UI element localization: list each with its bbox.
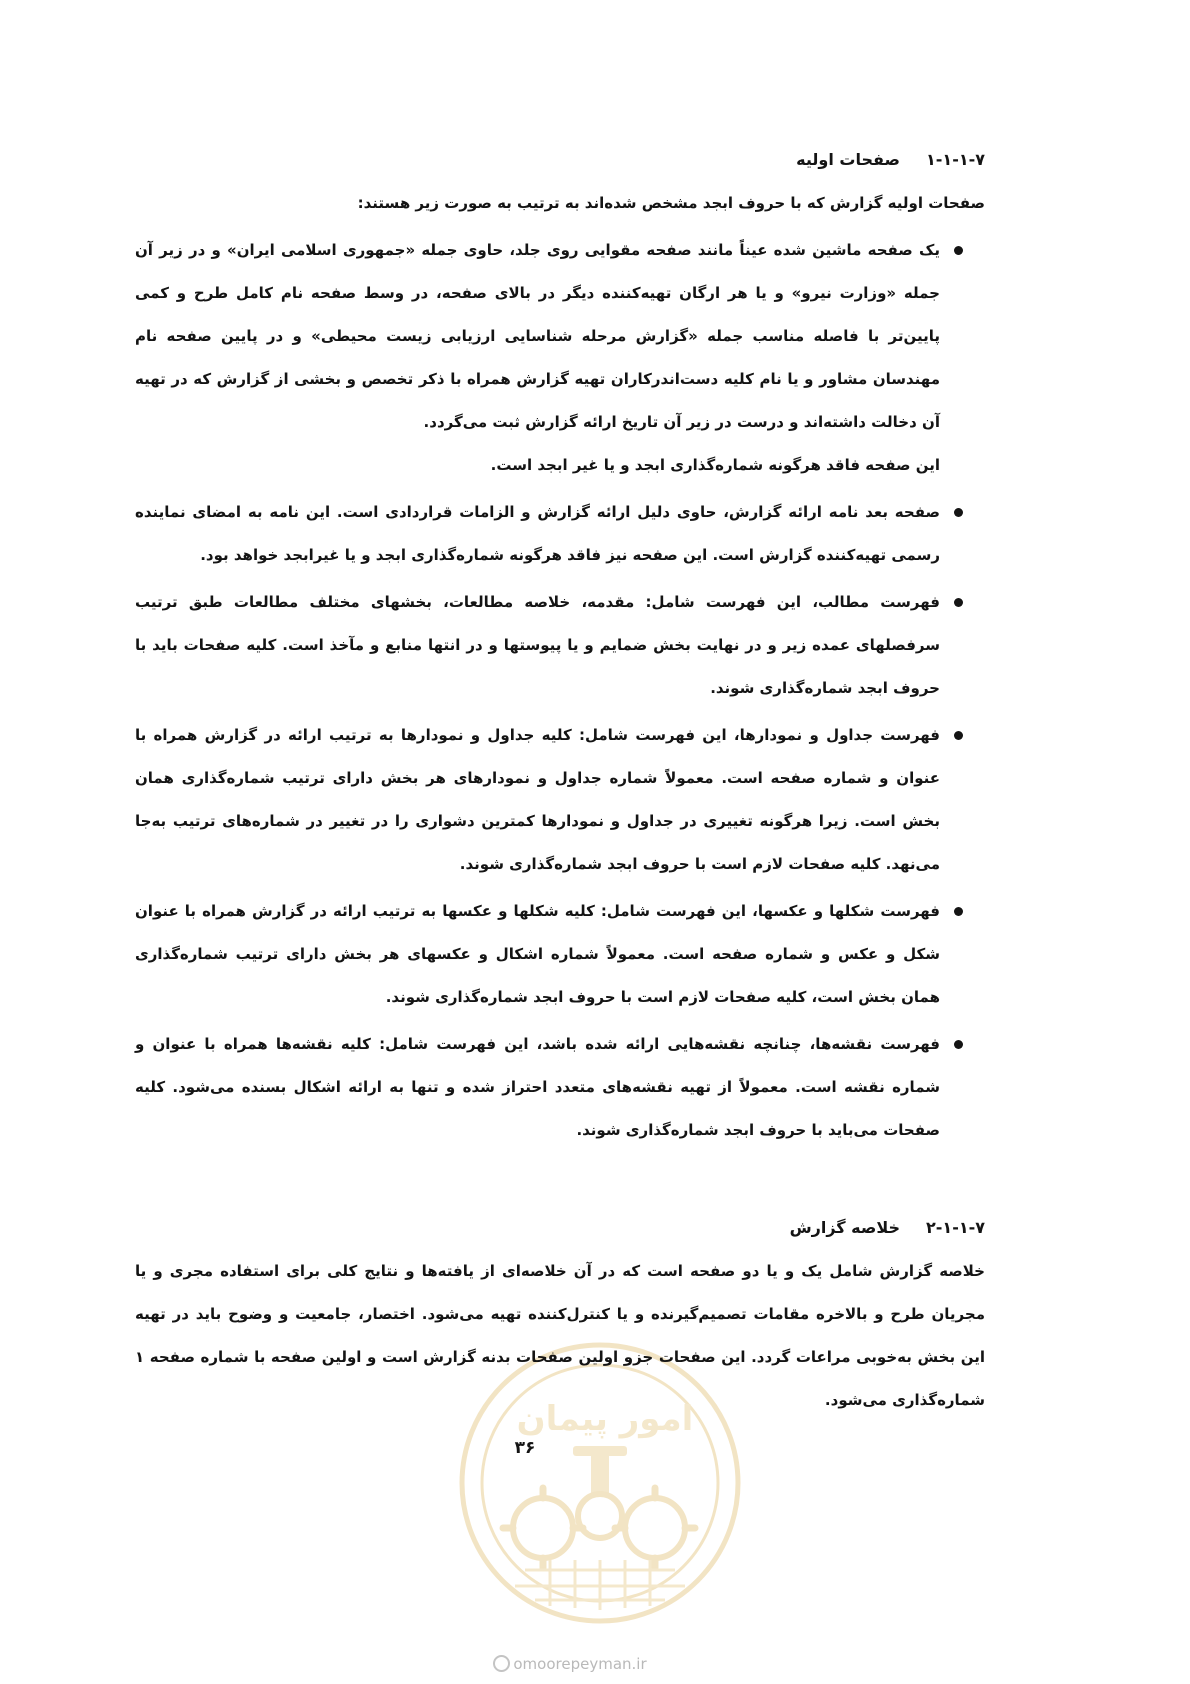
list-item-text: فهرست مطالب، این فهرست شامل: مقدمه، خلاصه مطالعات، بخشهای مختلف مطالعات طبق ترتیب سرفصلهای عمده زیر و در نهایت بخش ضمایم و یا پیوستها و در انتها منابع و مآخذ است. کلیه صفحات باید با حروف ابجد شماره‌گذاری شوند. [135, 593, 940, 697]
bullet-icon [940, 714, 985, 757]
bullet-icon [940, 581, 985, 624]
section-intro: صفحات اولیه گزارش که با حروف ابجد مشخص شده‌اند به ترتیب به صورت زیر هستند: [357, 194, 985, 212]
bullet-icon [940, 890, 985, 933]
section-number: ۲-۱-۱-۷ [926, 1217, 985, 1237]
bullet-list [135, 229, 985, 1152]
list-item [135, 229, 985, 487]
watermark-logo-text: امور پیمان [516, 1399, 694, 1439]
section-number: ۱-۱-۱-۷ [926, 149, 985, 169]
section-paragraph: خلاصه گزارش شامل یک و یا دو صفحه است که در آن خلاصه‌ای از یافته‌ها و نتایج کلی برای استفاده مجری و یا مجریان طرح و بالاخره مقامات تصمیم‌گیرنده و یا کنترل‌کننده تهیه می‌شود. اختصار، جامعیت و وضوح باید در تهیه این بخش به‌خوبی مراعات گردد. این صفحات جزو اولین صفحات بدنه گزارش است و اولین صفحه با شماره صفحه ۱ شماره‌گذاری می‌شود. [135, 1262, 985, 1409]
page-number: ۳۶ [514, 1438, 536, 1458]
section-heading [135, 1204, 985, 1250]
at-sign-icon [493, 1655, 510, 1672]
section-title: خلاصه گزارش [789, 1217, 901, 1237]
list-item-note: این صفحه فاقد هرگونه شماره‌گذاری ابجد و یا غیر ابجد است. [490, 456, 940, 474]
list-item-text: یک صفحه ماشین شده عیناً مانند صفحه مقوایی روی جلد، حاوی جمله «جمهوری اسلامی ایران» و در زیر آن جمله «وزارت نیرو» و یا هر ارگان تهیه‌کننده دیگر در بالای صفحه، در وسط صفحه نام کامل طرح و کمی پایین‌تر با فاصله مناسب جمله «گزارش مرحله شناسایی ارزیابی زیست محیطی» و در پایین صفحه نام مهندسان مشاور و یا نام کلیه دست‌اندرکاران تهیه گزارش همراه با ذکر تخصص و بخشی از گزارش که در تهیه آن دخالت داشته‌اند و درست در زیر آن تاریخ ارائه گزارش ثبت می‌گردد. [135, 241, 940, 431]
list-item-text: فهرست شکلها و عکسها، این فهرست شامل: کلیه شکلها و عکسها به ترتیب ارائه در گزارش همراه با عنوان شکل و عکس و شماره صفحه است. معمولاً شماره اشکال و عکسهای هر بخش دارای ترتیب شماره‌گذاری همان بخش است، کلیه صفحات لازم است با حروف ابجد شماره‌گذاری شوند. [135, 902, 940, 1006]
list-item [135, 581, 985, 710]
list-item [135, 491, 985, 577]
section-report-summary [135, 1204, 985, 1422]
section-title: صفحات اولیه [796, 149, 901, 169]
bullet-icon [940, 229, 985, 272]
bullet-icon [940, 1023, 985, 1066]
section-heading [135, 136, 985, 182]
watermark-url-text: omoorepeyman.ir [513, 1655, 647, 1673]
bullet-icon [940, 491, 985, 534]
list-item [135, 714, 985, 886]
list-item [135, 1023, 985, 1152]
list-item-text: فهرست نقشه‌ها، چنانچه نقشه‌هایی ارائه شده باشد، این فهرست شامل: کلیه نقشه‌ها همراه با عنوان و شماره نقشه است. معمولاً از تهیه نقشه‌های متعدد احتراز شده و تنها به ارائه اشکال بسنده می‌شود. کلیه صفحات می‌باید با حروف ابجد شماره‌گذاری شوند. [135, 1035, 940, 1139]
list-item-text: فهرست جداول و نمودارها، این فهرست شامل: کلیه جداول و نمودارها به ترتیب ارائه در گزارش همراه با عنوان و شماره صفحه است. معمولاً شماره جداول و نمودارهای هر بخش دارای ترتیب شماره‌گذاری همان بخش است. زیرا هرگونه تغییری در جداول و نمودارها کمترین دشواری را در تغییر در شماره‌های ترتیب به‌جا می‌نهد. کلیه صفحات لازم است با حروف ابجد شماره‌گذاری شوند. [135, 726, 940, 873]
list-item-text: صفحه بعد نامه ارائه گزارش، حاوی دلیل ارائه گزارش و الزامات قراردادی است. این نامه به امضای نماینده رسمی تهیه‌کننده گزارش است. این صفحه نیز فاقد هرگونه شماره‌گذاری ابجد و یا غیرابجد خواهد بود. [135, 503, 940, 564]
section-initial-pages [135, 136, 985, 1152]
watermark-url [470, 1655, 670, 1673]
list-item [135, 890, 985, 1019]
document-body [135, 136, 985, 1422]
